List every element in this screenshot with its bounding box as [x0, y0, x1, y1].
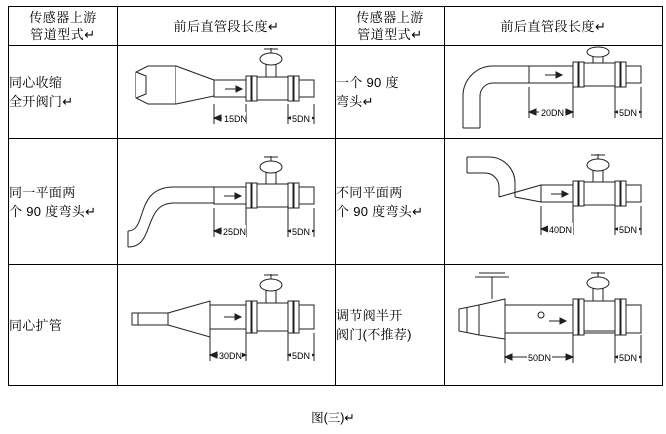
table-row	[9, 46, 663, 139]
header-length-left	[118, 7, 336, 46]
row1-left-upstream-dim: 15DN	[224, 114, 248, 124]
row2-left-upstream-dim: 25DN	[223, 227, 247, 237]
header-upstream-type-right	[336, 7, 445, 46]
row3-left-upstream-dim: 30DN	[219, 351, 243, 361]
figure-concentric-expander	[118, 265, 335, 385]
row2-left-label-line2: 个 90 度弯头↵	[9, 203, 97, 219]
figure-caption: 图(三)↵	[311, 411, 355, 425]
header-right-line2: 管道型式↵	[357, 27, 423, 42]
figure-two-90-elbows-same-plane	[118, 139, 335, 264]
row3-left-label	[9, 265, 118, 386]
header-length-left-text: 前后直管段长度↵	[173, 18, 280, 34]
header-left-line1: 传感器上游	[29, 10, 97, 25]
row3-right-downstream-dim: 5DN	[619, 353, 638, 363]
row1-right-upstream-dim: 20DN	[541, 108, 565, 118]
row2-right-figure	[445, 139, 663, 265]
row3-right-label	[336, 265, 445, 386]
row2-left-figure	[118, 139, 336, 265]
row3-right-upstream-dim: 50DN	[528, 353, 552, 363]
row2-right-label	[336, 139, 445, 265]
row2-right-label-line1: 不同平面两	[336, 184, 403, 200]
row3-left-downstream-dim: 5DN	[292, 351, 311, 361]
row1-left-label-line1: 同心收缩	[9, 75, 63, 90]
figure-concentric-reducer-valve	[118, 46, 335, 138]
figure-half-open-control-valve	[445, 265, 662, 385]
row2-right-label-line2: 个 90 度弯头↵	[336, 203, 424, 219]
header-left-line2: 管道型式↵	[30, 27, 96, 42]
row3-right-label-line1: 调节阀半开	[336, 308, 403, 323]
row1-right-downstream-dim: 5DN	[619, 108, 638, 118]
figure-single-90-elbow	[445, 46, 662, 138]
header-upstream-type-left	[9, 7, 118, 46]
table-row	[9, 265, 663, 386]
row2-right-upstream-dim: 40DN	[549, 225, 573, 235]
pipe-installation-table	[8, 6, 663, 386]
figure-two-90-elbows-different-plane	[445, 139, 662, 264]
row1-right-label-line1: 一个 90 度	[336, 75, 399, 90]
row1-left-label-line2: 全开阀门↵	[9, 94, 74, 109]
header-right-line1: 传感器上游	[356, 10, 424, 25]
row3-right-label-line2: 阀门(不推荐)	[336, 327, 412, 342]
table-header-row	[9, 7, 663, 46]
header-length-right-text: 前后直管段长度↵	[500, 18, 607, 34]
row1-left-label	[9, 46, 118, 139]
row1-left-figure	[118, 46, 336, 139]
row3-right-figure	[445, 265, 663, 386]
header-length-right	[445, 7, 663, 46]
row2-right-downstream-dim: 5DN	[619, 225, 638, 235]
row1-left-downstream-dim: 5DN	[292, 114, 311, 124]
table-row	[9, 139, 663, 265]
row1-right-label-line2: 弯头↵	[336, 94, 374, 109]
row2-left-label	[9, 139, 118, 265]
row2-left-label-line1: 同一平面两	[9, 184, 76, 200]
row2-left-downstream-dim: 5DN	[292, 227, 311, 237]
row3-left-label-line1: 同心扩管	[9, 317, 63, 333]
row1-right-figure	[445, 46, 663, 139]
row3-left-figure	[118, 265, 336, 386]
row1-right-label	[336, 46, 445, 139]
